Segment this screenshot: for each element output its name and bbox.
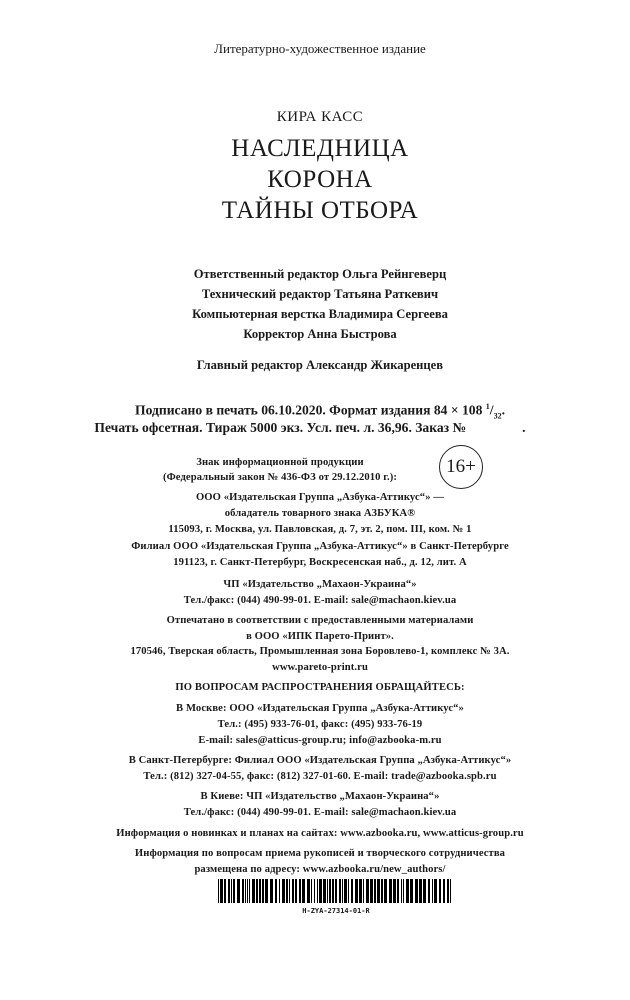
barcode-bar bbox=[355, 879, 358, 903]
format-fraction-numerator: 1 bbox=[485, 402, 490, 411]
chief-editor-credit: Главный редактор Александр Жикаренцев bbox=[196, 358, 444, 372]
barcode-bar bbox=[443, 879, 445, 903]
ukraine-line: Тел./факс: (044) 490-99-01. E-mail: sale@machaon.kiev.ua bbox=[183, 595, 457, 606]
barcode-bar bbox=[286, 879, 288, 903]
barcode-bar bbox=[262, 879, 264, 903]
editor-credit: Корректор Анна Быстрова bbox=[243, 327, 397, 341]
spb-line: Тел.: (812) 327-04-55, факс: (812) 327-01-60. E-mail: trade@azbooka.spb.ru bbox=[143, 771, 497, 782]
barcode-bar bbox=[247, 879, 248, 903]
printer-line: 170546, Тверская область, Промышленная зона Боровлево-1, комплекс № 3А. bbox=[130, 646, 510, 657]
print-info-line: Печать офсетная. Тираж 5000 экз. Усл. печ. л. 36,96. Заказ № . bbox=[94, 420, 526, 435]
book-title: ТАЙНЫ ОТБОРА bbox=[221, 197, 419, 224]
barcode-bar bbox=[252, 879, 255, 903]
barcode-bar bbox=[447, 879, 449, 903]
barcode-bar bbox=[249, 879, 250, 903]
news-info: Информация о новинках и планах на сайтах: www.azbooka.ru, www.atticus-group.ru bbox=[116, 828, 524, 839]
moscow-line: В Москве: ООО «Издательская Группа „Азбука-Аттикус“» bbox=[176, 703, 464, 714]
barcode-bar bbox=[311, 879, 312, 903]
barcode-bar bbox=[342, 879, 343, 903]
barcode-bar bbox=[295, 879, 297, 903]
barcode-bar bbox=[289, 879, 290, 903]
print-info-text: Печать офсетная. Тираж 5000 экз. Усл. печ. л. 36,96. Заказ № bbox=[94, 420, 467, 435]
barcode-bar bbox=[419, 879, 422, 903]
moscow-line: E-mail: sales@atticus-group.ru; info@azbooka-m.ru bbox=[198, 735, 442, 746]
barcode-bar bbox=[423, 879, 426, 903]
barcode-bar bbox=[351, 879, 353, 903]
barcode-bar bbox=[339, 879, 341, 903]
format-fraction-denominator: 32 bbox=[493, 411, 502, 421]
barcode bbox=[218, 879, 454, 903]
barcode-bar bbox=[428, 879, 430, 903]
book-title: НАСЛЕДНИЦА bbox=[231, 135, 409, 162]
barcode-bar bbox=[270, 879, 273, 903]
barcode-bar bbox=[366, 879, 369, 903]
distribution-heading: ПО ВОПРОСАМ РАСПРОСТРАНЕНИЯ ОБРАЩАЙТЕСЬ: bbox=[175, 682, 465, 693]
authors-info: размещена по адресу: www.azbooka.ru/new_authors/ bbox=[194, 864, 446, 875]
age-mark-law: (Федеральный закон № 436-ФЗ от 29.12.2010 г.): bbox=[162, 472, 398, 483]
barcode-bar bbox=[381, 879, 383, 903]
barcode-bar bbox=[434, 879, 437, 903]
barcode-bar bbox=[335, 879, 337, 903]
barcode-bar bbox=[450, 879, 451, 903]
barcode-label: H-ZYA-27314-01-R bbox=[302, 907, 370, 915]
barcode-bar bbox=[403, 879, 404, 903]
barcode-bar bbox=[275, 879, 277, 903]
barcode-bar bbox=[393, 879, 396, 903]
barcode-bar bbox=[220, 879, 223, 903]
author-name: КИРА КАСС bbox=[276, 109, 364, 125]
barcode-bar bbox=[344, 879, 347, 903]
barcode-bar bbox=[327, 879, 328, 903]
moscow-line: Тел.: (495) 933-76-01, факс: (495) 933-76-19 bbox=[217, 719, 423, 730]
kiev-line: В Киеве: ЧП «Издательство „Махаон-Украина“» bbox=[200, 791, 440, 802]
barcode-bar bbox=[374, 879, 376, 903]
authors-info: Информация по вопросам приема рукописей и творческого сотрудничества bbox=[134, 848, 506, 859]
barcode-bar bbox=[265, 879, 268, 903]
barcode-bar bbox=[233, 879, 235, 903]
barcode-bar bbox=[314, 879, 315, 903]
barcode-bar bbox=[242, 879, 244, 903]
barcode-bar bbox=[348, 879, 349, 903]
barcode-bar bbox=[282, 879, 285, 903]
kiev-line: Тел./факс: (044) 490-99-01. E-mail: sale@machaon.kiev.ua bbox=[183, 807, 457, 818]
barcode-bar bbox=[279, 879, 280, 903]
barcode-bar bbox=[292, 879, 294, 903]
age-mark-label: Знак информационной продукции bbox=[196, 457, 364, 468]
barcode-bar bbox=[317, 879, 318, 903]
barcode-bar bbox=[218, 879, 219, 903]
book-title: КОРОНА bbox=[267, 166, 373, 193]
barcode-bar bbox=[370, 879, 373, 903]
barcode-bar bbox=[231, 879, 232, 903]
ukraine-line: ЧП «Издательство „Махаон-Украина“» bbox=[223, 579, 417, 590]
barcode-bar bbox=[224, 879, 226, 903]
barcode-bar bbox=[259, 879, 261, 903]
age-rating-badge: 16+ bbox=[439, 445, 483, 489]
barcode-bar bbox=[319, 879, 322, 903]
printer-line: в ООО «ИПК Парето-Принт». bbox=[246, 631, 394, 642]
barcode-bar bbox=[401, 879, 402, 903]
barcode-bar bbox=[256, 879, 258, 903]
spb-line: В Санкт-Петербурге: Филиал ООО «Издательская Группа „Азбука-Аттикус“» bbox=[128, 755, 512, 766]
barcode-bar bbox=[332, 879, 334, 903]
barcode-bar bbox=[307, 879, 310, 903]
barcode-bar bbox=[415, 879, 418, 903]
publisher-line: ООО «Издательская Группа „Азбука-Аттикус“» — bbox=[195, 492, 445, 503]
print-info-text: Подписано в печать 06.10.2020. Формат издания 84 × 108 bbox=[135, 402, 483, 418]
publisher-line: обладатель товарного знака АЗБУКА® bbox=[224, 508, 416, 519]
editor-credit: Технический редактор Татьяна Раткевич bbox=[201, 287, 439, 301]
barcode-bar bbox=[363, 879, 364, 903]
printer-website: www.pareto-print.ru bbox=[272, 662, 368, 673]
barcode-bar bbox=[299, 879, 301, 903]
barcode-bar bbox=[397, 879, 399, 903]
barcode-bar bbox=[406, 879, 409, 903]
barcode-bar bbox=[377, 879, 380, 903]
barcode-bar bbox=[439, 879, 441, 903]
barcode-bar bbox=[410, 879, 413, 903]
age-mark-notice bbox=[130, 455, 430, 485]
barcode-bar bbox=[359, 879, 362, 903]
barcode-bar bbox=[432, 879, 433, 903]
barcode-bar bbox=[228, 879, 230, 903]
barcode-bar bbox=[302, 879, 305, 903]
barcode-bar bbox=[323, 879, 326, 903]
barcode-bar bbox=[384, 879, 387, 903]
barcode-bar bbox=[329, 879, 331, 903]
editor-credit: Ответственный редактор Ольга Рейнгеверц bbox=[193, 267, 447, 281]
print-info-line: Подписано в печать 06.10.2020. Формат издания 84 × 108 $^1/_{32}$. bbox=[135, 402, 505, 421]
publisher-line: 115093, г. Москва, ул. Павловская, д. 7, эт. 2, пом. III, ком. № 1 bbox=[168, 524, 472, 535]
barcode-bar bbox=[237, 879, 240, 903]
barcode-bar bbox=[389, 879, 392, 903]
branch-line: 191123, г. Санкт-Петербург, Воскресенская наб., д. 12, лит. А bbox=[173, 557, 467, 568]
genre-label: Литературно-художественное издание bbox=[214, 41, 426, 56]
printer-line: Отпечатано в соответствии с предоставленными материалами bbox=[166, 615, 474, 626]
branch-line: Филиал ООО «Издательская Группа „Азбука-Аттикус“» в Санкт-Петербурге bbox=[131, 541, 509, 552]
barcode-bar bbox=[245, 879, 246, 903]
editor-credit: Компьютерная верстка Владимира Сергеева bbox=[192, 307, 448, 321]
